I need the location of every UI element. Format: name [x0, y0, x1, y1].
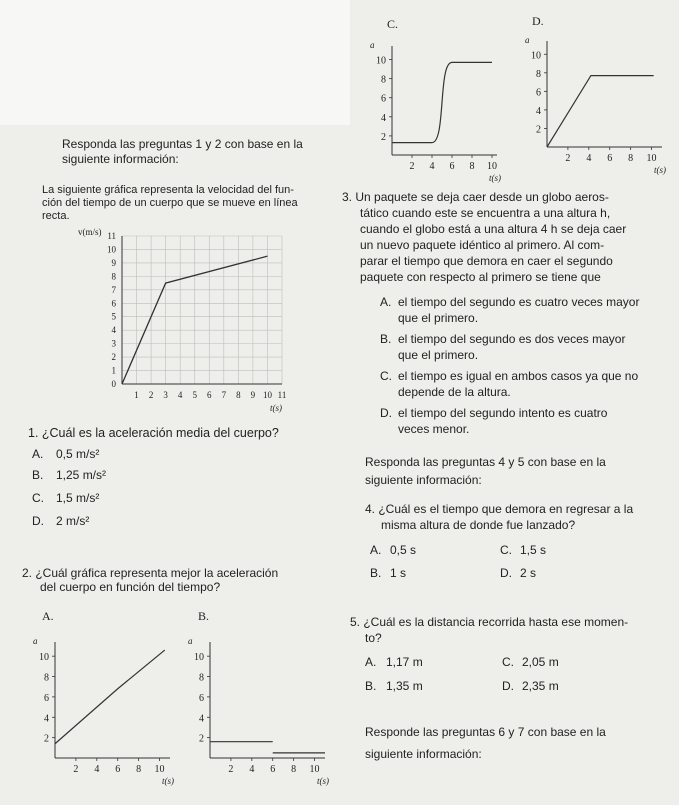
y-tick-label: 6	[199, 692, 204, 704]
q1-option-c[interactable]: 1,5 m/s²	[56, 491, 100, 505]
q5-option-b[interactable]: 1,35 m	[386, 679, 423, 693]
y-tick-label: 11	[107, 231, 116, 241]
graph-description-2: ción del tiempo de un cuerpo que se mueve en línea	[42, 197, 298, 209]
q3-option-b-letter: B.	[380, 332, 392, 346]
q4-option-c-letter: C.	[500, 543, 512, 557]
velocity-time-graph	[70, 222, 300, 422]
q1-option-d[interactable]: 2 m/s²	[56, 514, 90, 528]
y-tick-label: 3	[111, 338, 116, 349]
question-3-line-5: parar el tiempo que demora en caer el segundo	[360, 254, 613, 268]
series-line	[392, 62, 492, 142]
x-tick-label: 6	[207, 390, 212, 400]
y-tick-label: 6	[381, 93, 386, 105]
x-axis-label: t(s)	[270, 403, 282, 413]
y-tick-label: 6	[44, 692, 49, 704]
q5-option-d[interactable]: 2,35 m	[522, 679, 559, 693]
y-tick-label: 5	[111, 311, 116, 322]
q4-option-d[interactable]: 2 s	[520, 566, 537, 580]
x-tick-label: 6	[607, 153, 613, 164]
x-tick-label: 8	[628, 153, 634, 164]
y-tick-label: 10	[531, 50, 541, 62]
y-tick-label: 10	[39, 652, 49, 664]
x-axis-label: t(s)	[489, 173, 501, 183]
y-tick-label: 4	[381, 112, 386, 124]
y-tick-label: 10	[107, 244, 116, 255]
q3-option-b-line-1[interactable]: el tiempo del segundo es dos veces mayor	[398, 332, 626, 346]
x-axis-label: t(s)	[317, 776, 329, 786]
y-tick-label: 8	[381, 74, 386, 86]
info-6-7-line-2: siguiente información:	[365, 747, 482, 761]
q1-option-d-letter: D.	[32, 514, 44, 528]
y-tick-label: 9	[111, 257, 116, 268]
y-tick-label: 4	[199, 713, 204, 725]
x-tick-label: 8	[136, 764, 142, 775]
y-axis-label: a	[525, 35, 530, 45]
y-tick-label: 0	[111, 379, 116, 389]
x-tick-label: 2	[409, 161, 415, 172]
question-2-line-2: del cuerpo en función del tiempo?	[40, 580, 221, 594]
graph-description-1: La siguiente gráfica representa la velocidad del fun-	[42, 184, 294, 196]
x-tick-label: 8	[291, 764, 297, 775]
q4-option-a[interactable]: 0,5 s	[390, 543, 417, 557]
q1-option-c-letter: C.	[32, 491, 44, 505]
x-tick-label: 8	[469, 161, 475, 172]
x-tick-label: 10	[309, 764, 320, 775]
question-2-line-1: 2. ¿Cuál gráfica representa mejor la aceleración	[22, 566, 279, 580]
q5-option-c-letter: C.	[502, 655, 514, 669]
question-3-line-6: paquete con respecto al primero se tiene que	[360, 270, 601, 284]
q4-option-d-letter: D.	[500, 566, 512, 580]
y-tick-label: 1	[111, 365, 116, 376]
q4-option-b[interactable]: 1 s	[390, 566, 407, 580]
x-tick-label: 10	[646, 153, 657, 164]
x-tick-label: 2	[148, 390, 154, 400]
q3-option-c-line-2[interactable]: depende de la altura.	[398, 385, 511, 399]
question-3-line-3: cuando el globo está a una altura 4 h se deja caer	[360, 222, 627, 236]
y-tick-label: 8	[536, 68, 541, 80]
q5-option-c[interactable]: 2,05 m	[522, 655, 559, 669]
x-tick-label: 2	[228, 764, 234, 775]
option-c-letter: C.	[387, 17, 399, 31]
question-1: 1. ¿Cuál es la aceleración media del cuerpo?	[28, 426, 279, 440]
y-tick-label: 2	[381, 131, 386, 143]
q4-option-c[interactable]: 1,5 s	[520, 543, 547, 557]
series-line	[547, 76, 654, 147]
y-tick-label: 7	[111, 284, 116, 295]
question-5-line-1: 5. ¿Cuál es la distancia recorrida hasta ese momen-	[350, 615, 629, 629]
x-tick-label: 11	[277, 390, 287, 400]
x-axis-label: t(s)	[162, 776, 174, 786]
x-tick-label: 4	[429, 161, 435, 172]
question-4-line-2: misma altura de donde fue lanzado?	[381, 518, 576, 532]
q3-option-a-letter: A.	[380, 295, 392, 309]
y-axis-label: a	[188, 636, 193, 646]
question-3-line-1: 3. Un paquete se deja caer desde un globo aeros-	[342, 190, 609, 204]
graph-description-3: recta.	[42, 210, 70, 222]
y-tick-label: 4	[44, 713, 49, 725]
option-b-graph[interactable]	[180, 606, 340, 786]
q3-option-c-line-1[interactable]: el tiempo es igual en ambos casos ya que no	[398, 369, 639, 383]
q5-option-a[interactable]: 1,17 m	[386, 655, 423, 669]
q1-option-a[interactable]: 0,5 m/s²	[56, 447, 100, 461]
y-tick-label: 2	[199, 733, 204, 745]
x-tick-label: 2	[73, 764, 79, 775]
q3-option-c-letter: C.	[380, 369, 392, 383]
x-tick-label: 4	[94, 764, 100, 775]
blank-paper-area	[0, 0, 350, 125]
info-4-5-line-2: siguiente información:	[365, 473, 482, 487]
question-4-line-1: 4. ¿Cuál es el tiempo que demora en regresar a la	[365, 502, 634, 516]
question-3-line-4: un nuevo paquete idéntico al primero. Al com-	[360, 238, 605, 252]
x-tick-label: 6	[115, 764, 121, 775]
y-tick-label: 8	[199, 672, 204, 684]
q3-option-a-line-2[interactable]: que el primero.	[398, 311, 479, 325]
x-tick-label: 2	[565, 153, 571, 164]
question-5-line-2: to?	[365, 631, 382, 645]
option-d-graph[interactable]	[512, 5, 672, 175]
q3-option-d-letter: D.	[380, 406, 392, 420]
y-tick-label: 6	[111, 298, 116, 309]
option-d-letter: D.	[532, 14, 544, 28]
x-tick-label: 7	[221, 390, 227, 400]
x-tick-label: 10	[487, 161, 497, 172]
x-tick-label: 4	[249, 764, 255, 775]
q5-option-b-letter: B.	[365, 679, 377, 693]
q1-option-b[interactable]: 1,25 m/s²	[56, 468, 107, 482]
q1-option-a-letter: A.	[32, 447, 44, 461]
y-tick-label: 8	[111, 271, 116, 282]
y-tick-label: 2	[111, 352, 116, 363]
y-tick-label: 6	[536, 87, 541, 99]
x-tick-label: 8	[236, 390, 241, 400]
y-tick-label: 10	[194, 652, 204, 664]
q3-option-d-line-1[interactable]: el tiempo del segundo intento es cuatro	[398, 406, 608, 420]
x-tick-label: 10	[262, 390, 272, 400]
option-a-letter: A.	[42, 609, 54, 623]
q5-option-a-letter: A.	[365, 655, 377, 669]
q1-option-b-letter: B.	[32, 468, 44, 482]
x-tick-label: 9	[250, 390, 256, 400]
y-tick-label: 2	[44, 733, 49, 745]
x-tick-label: 3	[163, 390, 168, 400]
question-3-line-2: tático cuando este se encuentra a una altura h,	[360, 206, 611, 220]
option-a-graph[interactable]	[20, 606, 180, 786]
y-tick-label: 10	[376, 55, 386, 67]
q5-option-d-letter: D.	[502, 679, 514, 693]
q3-option-d-line-2[interactable]: veces menor.	[398, 422, 470, 436]
intro-line-1: Responda las preguntas 1 y 2 con base en la	[62, 137, 303, 151]
info-6-7-line-1: Responde las preguntas 6 y 7 con base en la	[365, 725, 606, 739]
option-c-graph[interactable]	[362, 15, 512, 183]
x-axis-label: t(s)	[654, 165, 666, 175]
x-tick-label: 1	[134, 390, 139, 400]
q3-option-b-line-2[interactable]: que el primero.	[398, 348, 479, 362]
x-tick-label: 4	[586, 153, 592, 164]
option-b-letter: B.	[198, 609, 210, 623]
x-tick-label: 6	[270, 764, 276, 775]
x-tick-label: 6	[449, 161, 455, 172]
intro-line-2: siguiente información:	[62, 152, 179, 166]
series-line	[55, 650, 165, 744]
y-axis-label: v(m/s)	[78, 227, 102, 237]
q3-option-a-line-1[interactable]: el tiempo del segundo es cuatro veces mayor	[398, 295, 640, 309]
y-tick-label: 8	[44, 672, 49, 684]
y-axis-label: a	[33, 636, 38, 646]
x-tick-label: 4	[177, 390, 183, 400]
x-tick-label: 10	[154, 764, 165, 775]
q4-option-b-letter: B.	[370, 566, 382, 580]
y-axis-label: a	[370, 40, 375, 50]
info-4-5-line-1: Responda las preguntas 4 y 5 con base en la	[365, 455, 606, 469]
y-tick-label: 2	[536, 124, 541, 136]
x-tick-label: 5	[192, 390, 197, 400]
q4-option-a-letter: A.	[370, 543, 382, 557]
y-tick-label: 4	[111, 325, 116, 336]
y-tick-label: 4	[536, 105, 541, 117]
